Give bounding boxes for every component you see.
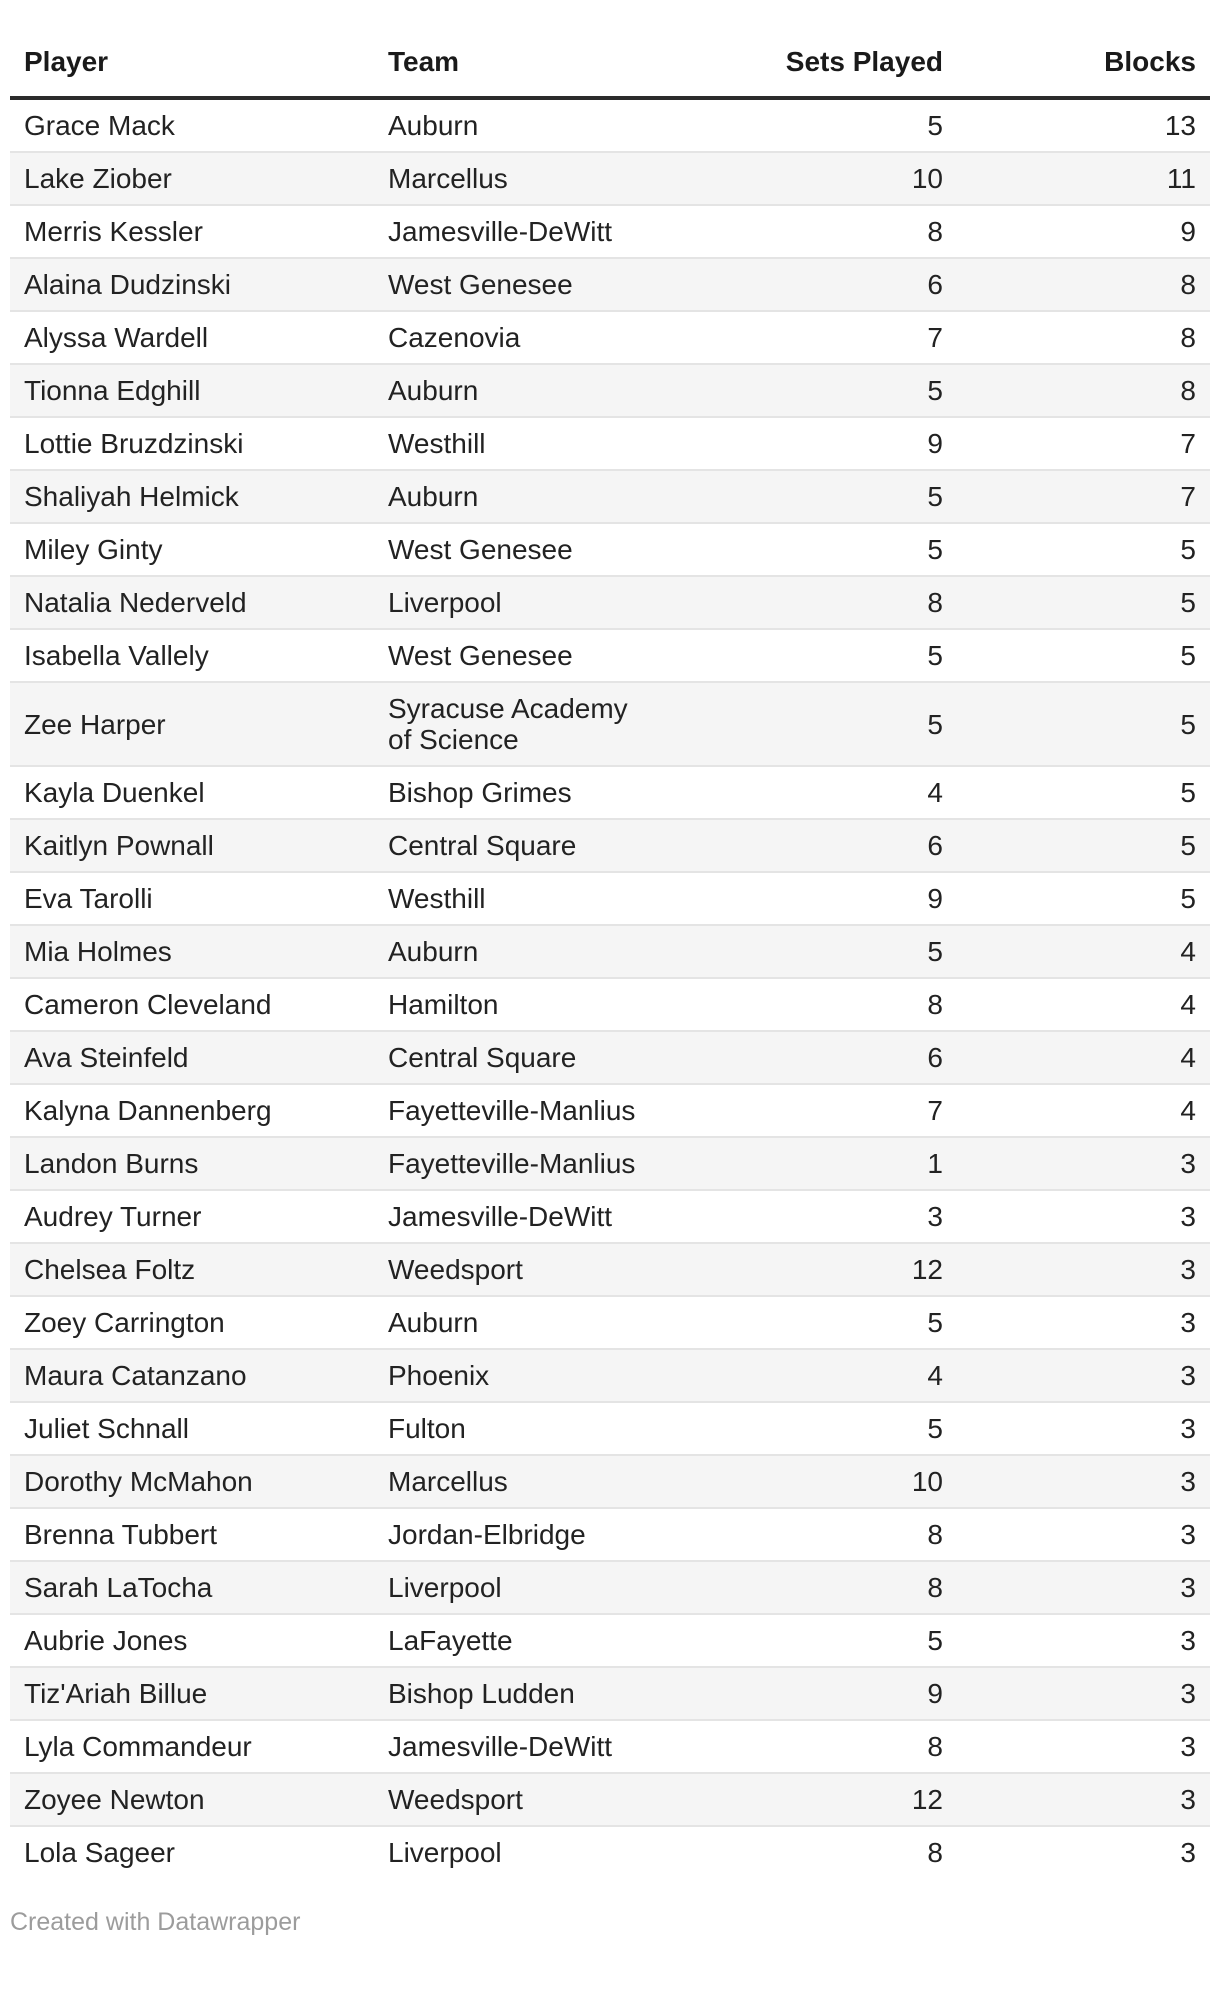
player-cell: Lyla Commandeur: [10, 1720, 374, 1773]
team-cell: Weedsport: [374, 1773, 664, 1826]
sets-played-cell: 8: [664, 1508, 957, 1561]
team-cell: LaFayette: [374, 1614, 664, 1667]
sets-played-cell: 5: [664, 1296, 957, 1349]
table-row: [10, 523, 1210, 576]
column-header-player: Player: [10, 0, 374, 98]
sets-played-cell: 5: [927, 110, 943, 141]
player-cell: Grace Mack: [24, 110, 175, 141]
blocks-cell: 3: [957, 1826, 1210, 1878]
datawrapper-credit-link[interactable]: Created with Datawrapper: [10, 1908, 301, 1936]
blocks-cell: 11: [957, 152, 1210, 205]
blocks-cell: 4: [957, 925, 1210, 978]
sets-played-cell: 7: [664, 311, 957, 364]
table-row: [10, 1720, 1210, 1773]
sets-played-cell: 8: [664, 205, 957, 258]
sets-played-cell: 6: [664, 1031, 957, 1084]
team-cell: Jamesville-DeWitt: [374, 1720, 664, 1773]
team-cell: Cazenovia: [374, 311, 664, 364]
player-cell: Zoey Carrington: [10, 1296, 374, 1349]
player-cell: Kalyna Dannenberg: [10, 1084, 374, 1137]
table-row: [10, 1667, 1210, 1720]
column-header-team: Team: [374, 0, 664, 98]
team-cell: Marcellus: [374, 152, 664, 205]
blocks-cell: 3: [957, 1402, 1210, 1455]
player-cell: Alyssa Wardell: [10, 311, 374, 364]
sets-played-cell: 8: [664, 978, 957, 1031]
blocks-cell: 4: [957, 1031, 1210, 1084]
blocks-cell: 3: [957, 1508, 1210, 1561]
blocks-cell: 5: [957, 576, 1210, 629]
blocks-cell: 13: [1164, 110, 1196, 141]
table-row: [10, 576, 1210, 629]
blocks-cell: 3: [957, 1455, 1210, 1508]
blocks-cell: 5: [957, 766, 1210, 819]
sets-played-cell: 8: [664, 1720, 957, 1773]
player-cell: Alaina Dudzinski: [10, 258, 374, 311]
team-cell: Syracuse Academy of Science: [374, 682, 664, 766]
blocks-cell: 3: [957, 1720, 1210, 1773]
player-cell: Kaitlyn Pownall: [10, 819, 374, 872]
team-cell: West Genesee: [374, 629, 664, 682]
table-row: [10, 1190, 1210, 1243]
table-row: [10, 311, 1210, 364]
blocks-cell: 5: [957, 629, 1210, 682]
table-row: [10, 1561, 1210, 1614]
table-row: [10, 1243, 1210, 1296]
sets-played-cell: 5: [664, 925, 957, 978]
sets-played-cell: 8: [664, 576, 957, 629]
table-header: [10, 0, 1210, 98]
player-cell: Tiz'Ariah Billue: [10, 1667, 374, 1720]
team-cell: West Genesee: [374, 258, 664, 311]
sets-played-cell: 5: [664, 1614, 957, 1667]
sets-played-cell: 10: [664, 1455, 957, 1508]
blocks-leaders-table: [10, 0, 1210, 1878]
blocks-cell: 5: [957, 819, 1210, 872]
table-row: [10, 629, 1210, 682]
player-cell: Dorothy McMahon: [10, 1455, 374, 1508]
sets-played-cell: 5: [664, 682, 957, 766]
team-cell: Auburn: [374, 925, 664, 978]
team-cell: Phoenix: [374, 1349, 664, 1402]
table-body: [10, 98, 1210, 1878]
player-cell: Sarah LaTocha: [10, 1561, 374, 1614]
team-cell: Jamesville-DeWitt: [374, 205, 664, 258]
blocks-cell: 3: [957, 1137, 1210, 1190]
sets-played-cell: 3: [664, 1190, 957, 1243]
footer: [10, 1908, 1210, 1965]
table-row: [10, 258, 1210, 311]
blocks-cell: 9: [957, 205, 1210, 258]
table-row: [10, 1402, 1210, 1455]
table-row: [10, 152, 1210, 205]
team-cell: West Genesee: [374, 523, 664, 576]
player-cell: Ava Steinfeld: [10, 1031, 374, 1084]
blocks-cell: 4: [957, 1084, 1210, 1137]
table-row: [10, 682, 1210, 766]
team-cell: Fulton: [374, 1402, 664, 1455]
blocks-cell: 3: [957, 1190, 1210, 1243]
blocks-cell: 8: [957, 364, 1210, 417]
team-cell: Westhill: [374, 417, 664, 470]
sets-played-cell: 12: [664, 1773, 957, 1826]
player-cell: Kayla Duenkel: [10, 766, 374, 819]
player-cell: Lottie Bruzdzinski: [10, 417, 374, 470]
team-cell: Liverpool: [374, 576, 664, 629]
blocks-cell: 3: [957, 1614, 1210, 1667]
player-cell: Shaliyah Helmick: [10, 470, 374, 523]
blocks-cell: 8: [957, 258, 1210, 311]
player-cell: Natalia Nederveld: [10, 576, 374, 629]
team-cell: Central Square: [374, 819, 664, 872]
table-row: [10, 1508, 1210, 1561]
player-cell: Merris Kessler: [10, 205, 374, 258]
sets-played-cell: 12: [664, 1243, 957, 1296]
team-cell: Westhill: [374, 872, 664, 925]
blocks-cell: 5: [957, 682, 1210, 766]
blocks-cell: 3: [957, 1296, 1210, 1349]
sets-played-cell: 5: [664, 629, 957, 682]
team-cell: Jordan-Elbridge: [374, 1508, 664, 1561]
player-cell: Tionna Edghill: [10, 364, 374, 417]
table-row: [10, 819, 1210, 872]
player-cell: Chelsea Foltz: [10, 1243, 374, 1296]
table-row: [10, 417, 1210, 470]
sets-played-cell: 7: [664, 1084, 957, 1137]
sets-played-cell: 8: [664, 1826, 957, 1878]
header-row: [10, 0, 1210, 98]
column-header-blocks: Blocks: [957, 0, 1210, 98]
player-cell: Eva Tarolli: [10, 872, 374, 925]
blocks-cell: 3: [957, 1561, 1210, 1614]
player-cell: Zoyee Newton: [10, 1773, 374, 1826]
table-row: [10, 766, 1210, 819]
team-cell: Auburn: [374, 364, 664, 417]
blocks-cell: 5: [957, 523, 1210, 576]
blocks-cell: 3: [957, 1349, 1210, 1402]
table-row: [10, 1084, 1210, 1137]
table-row: [10, 1137, 1210, 1190]
player-cell: Lake Ziober: [10, 152, 374, 205]
player-cell: Isabella Vallely: [10, 629, 374, 682]
team-cell: Fayetteville-Manlius: [374, 1084, 664, 1137]
sets-played-cell: 9: [664, 417, 957, 470]
sets-played-cell: 6: [664, 258, 957, 311]
player-cell: Lola Sageer: [10, 1826, 374, 1878]
sets-played-cell: 8: [664, 1561, 957, 1614]
sets-played-cell: 6: [664, 819, 957, 872]
blocks-cell: 5: [957, 872, 1210, 925]
player-cell: Brenna Tubbert: [10, 1508, 374, 1561]
team-cell: Weedsport: [374, 1243, 664, 1296]
player-cell: Maura Catanzano: [10, 1349, 374, 1402]
team-cell: Fayetteville-Manlius: [374, 1137, 664, 1190]
player-cell: Juliet Schnall: [10, 1402, 374, 1455]
sets-played-cell: 9: [664, 872, 957, 925]
blocks-cell: 3: [957, 1243, 1210, 1296]
table-row: [10, 872, 1210, 925]
team-cell: Auburn: [388, 110, 479, 141]
table-row: [10, 1773, 1210, 1826]
sets-played-cell: 5: [664, 1402, 957, 1455]
team-cell: Hamilton: [374, 978, 664, 1031]
team-cell: Marcellus: [374, 1455, 664, 1508]
table-row: [10, 205, 1210, 258]
team-cell: Bishop Grimes: [374, 766, 664, 819]
team-cell: Auburn: [374, 470, 664, 523]
team-cell: Bishop Ludden: [374, 1667, 664, 1720]
sets-played-cell: 9: [664, 1667, 957, 1720]
table-row: [10, 1031, 1210, 1084]
table-row: [10, 1614, 1210, 1667]
sets-played-cell: 10: [664, 152, 957, 205]
blocks-cell: 4: [957, 978, 1210, 1031]
blocks-cell: 8: [957, 311, 1210, 364]
table-row: [10, 925, 1210, 978]
table-row: [10, 1455, 1210, 1508]
table-row: [10, 1349, 1210, 1402]
team-cell: Central Square: [374, 1031, 664, 1084]
sets-played-cell: 4: [664, 766, 957, 819]
player-cell: Zee Harper: [10, 682, 374, 766]
team-cell: Jamesville-DeWitt: [374, 1190, 664, 1243]
sets-played-cell: 1: [664, 1137, 957, 1190]
sets-played-cell: 4: [664, 1349, 957, 1402]
sets-played-cell: 5: [664, 523, 957, 576]
blocks-cell: 3: [957, 1773, 1210, 1826]
blocks-cell: 7: [957, 417, 1210, 470]
team-cell: Liverpool: [374, 1826, 664, 1878]
player-cell: Mia Holmes: [10, 925, 374, 978]
blocks-cell: 3: [957, 1667, 1210, 1720]
column-header-sets-played: Sets Played: [664, 0, 957, 98]
table-row: [10, 1826, 1210, 1878]
player-cell: Landon Burns: [10, 1137, 374, 1190]
blocks-cell: 7: [957, 470, 1210, 523]
player-cell: Aubrie Jones: [10, 1614, 374, 1667]
player-cell: Miley Ginty: [10, 523, 374, 576]
table-row: [10, 98, 1210, 152]
team-cell: Auburn: [374, 1296, 664, 1349]
sets-played-cell: 5: [664, 470, 957, 523]
player-cell: Audrey Turner: [10, 1190, 374, 1243]
table-row: [10, 1296, 1210, 1349]
team-cell: Liverpool: [374, 1561, 664, 1614]
table-row: [10, 978, 1210, 1031]
sets-played-cell: 5: [664, 364, 957, 417]
player-cell: Cameron Cleveland: [10, 978, 374, 1031]
table-row: [10, 470, 1210, 523]
table-row: [10, 364, 1210, 417]
